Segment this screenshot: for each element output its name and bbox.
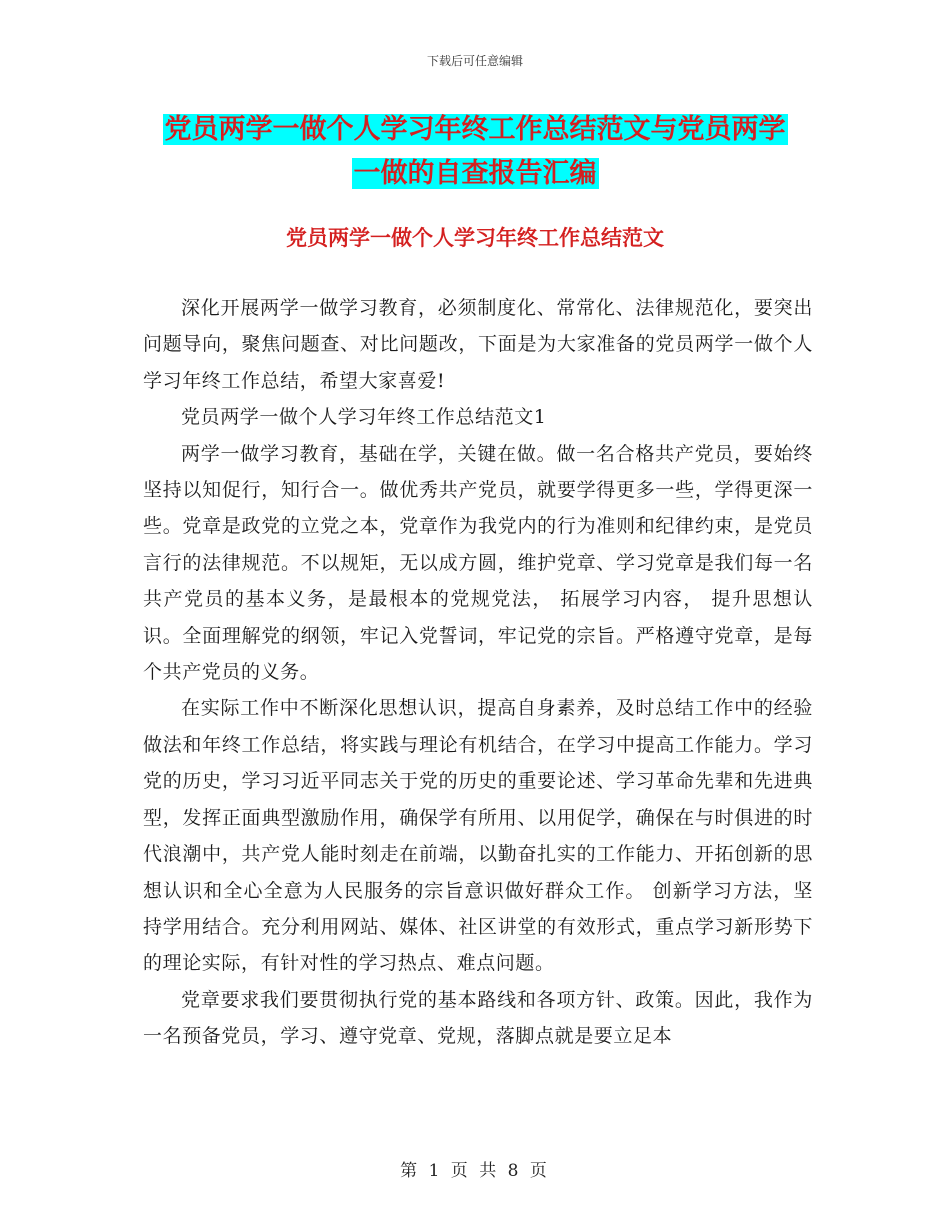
paragraph: 两学一做学习教育，基础在学，关键在做。做一名合格共产党员，要始终坚持以知促行，知行合一。做优秀共产党员，就要学得更多一些，学得更深一些。党章是政党的立党之本，党章作为我党内的行为准则和纪律约束，是党员言行的法律规范。不以规矩，无以成方圆，维护党章、学习党章是我们每一名共产党员的基本义务，是最根本的党规党法， 拓展学习内容， 提升思想认识。全面理解党的纲领，牢记入党誓词，牢记党的宗旨。严格遵守党章，是每个共产党员的义务。 xyxy=(143,442,813,684)
paragraph: 党员两学一做个人学习年终工作总结范文1 xyxy=(181,406,547,429)
paragraph: 党章要求我们要贯彻执行党的基本路线和各项方针、政策。因此，我作为一名预备党员，学习、遵守党章、党规，落脚点就是要立足本 xyxy=(143,988,813,1048)
paragraph: 在实际工作中不断深化思想认识，提高自身素养，及时总结工作中的经验做法和年终工作总结，将实践与理论有机结合，在学习中提高工作能力。学习党的历史，学习习近平同志关于党的历史的重要论述、学习革命先辈和先进典型，发挥正面典型激励作用，确保学有所用、以用促学，确保在与时俱进的时代浪潮中，共产党人能时刻走在前端，以勤奋扎实的工作能力、开拓创新的思想认识和全心全意为人民服务的宗旨意识做好群众工作。 创新学习方法，坚持学用结合。充分利用网站、媒体、社区讲堂的有效形式，重点学习新形势下的理论实际，有针对性的学习热点、难点问题。 xyxy=(143,697,813,975)
header-note: 下载后可任意编辑 xyxy=(426,54,523,68)
title-line-2: 一做的自查报告汇编 xyxy=(353,158,597,189)
document-title xyxy=(150,108,800,196)
paragraph: 深化开展两学一做学习教育，必须制度化、常常化、法律规范化，要突出问题导向，聚焦问题查、对比问题改，下面是为大家准备的党员两学一做个人学习年终工作总结，希望大家喜爱! xyxy=(143,297,813,392)
document-body xyxy=(143,290,813,1055)
title-line-1: 党员两学一做个人学习年终工作总结范文与党员两学 xyxy=(164,114,786,145)
section-title: 党员两学一做个人学习年终工作总结范文 xyxy=(286,226,664,250)
page-footer: 第 1 页 共 8 页 xyxy=(400,1161,550,1181)
